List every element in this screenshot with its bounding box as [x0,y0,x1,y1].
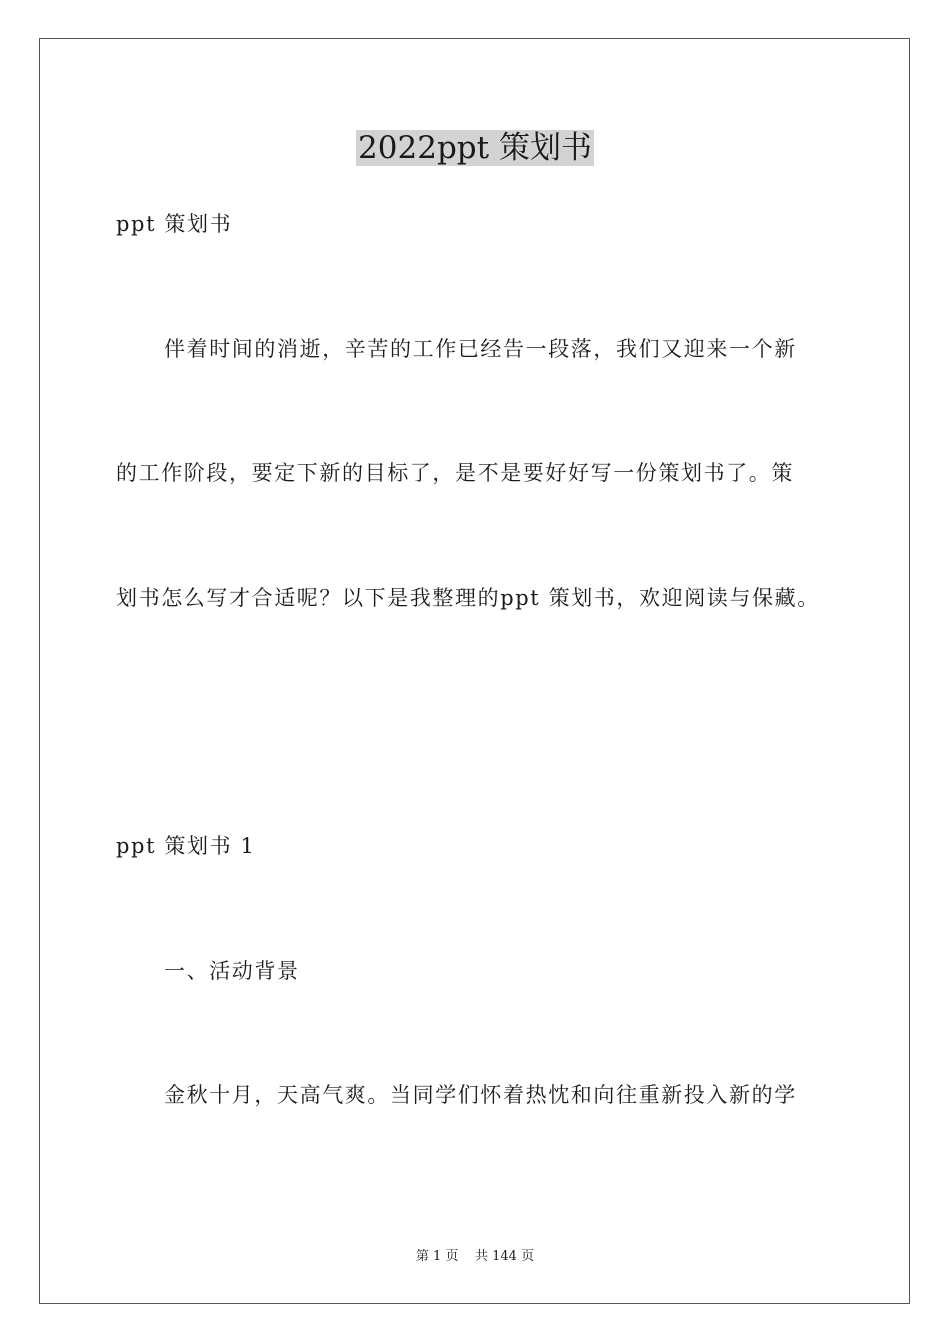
subsection-heading: 一、活动背景 [164,959,300,983]
intro-line-1: 伴着时间的消逝，辛苦的工作已经告一段落，我们又迎来一个新 [164,337,797,361]
page-footer: 第 1 页 共 144 页 [415,1249,535,1264]
body-line-1: 金秋十月，天高气爽。当同学们怀着热忱和向往重新投入新的学 [164,1083,797,1107]
document-title-text: 2022ppt 策划书 [358,130,592,166]
intro-line-3: 划书怎么写才合适呢？以下是我整理的ppt 策划书，欢迎阅读与保藏。 [116,586,820,610]
document-title [0,128,950,168]
section-heading: ppt 策划书 1 [116,834,256,858]
intro-line-2: 的工作阶段，要定下新的目标了，是不是要好好写一份策划书了。策 [116,461,794,485]
document-subtitle: ppt 策划书 [116,212,233,236]
